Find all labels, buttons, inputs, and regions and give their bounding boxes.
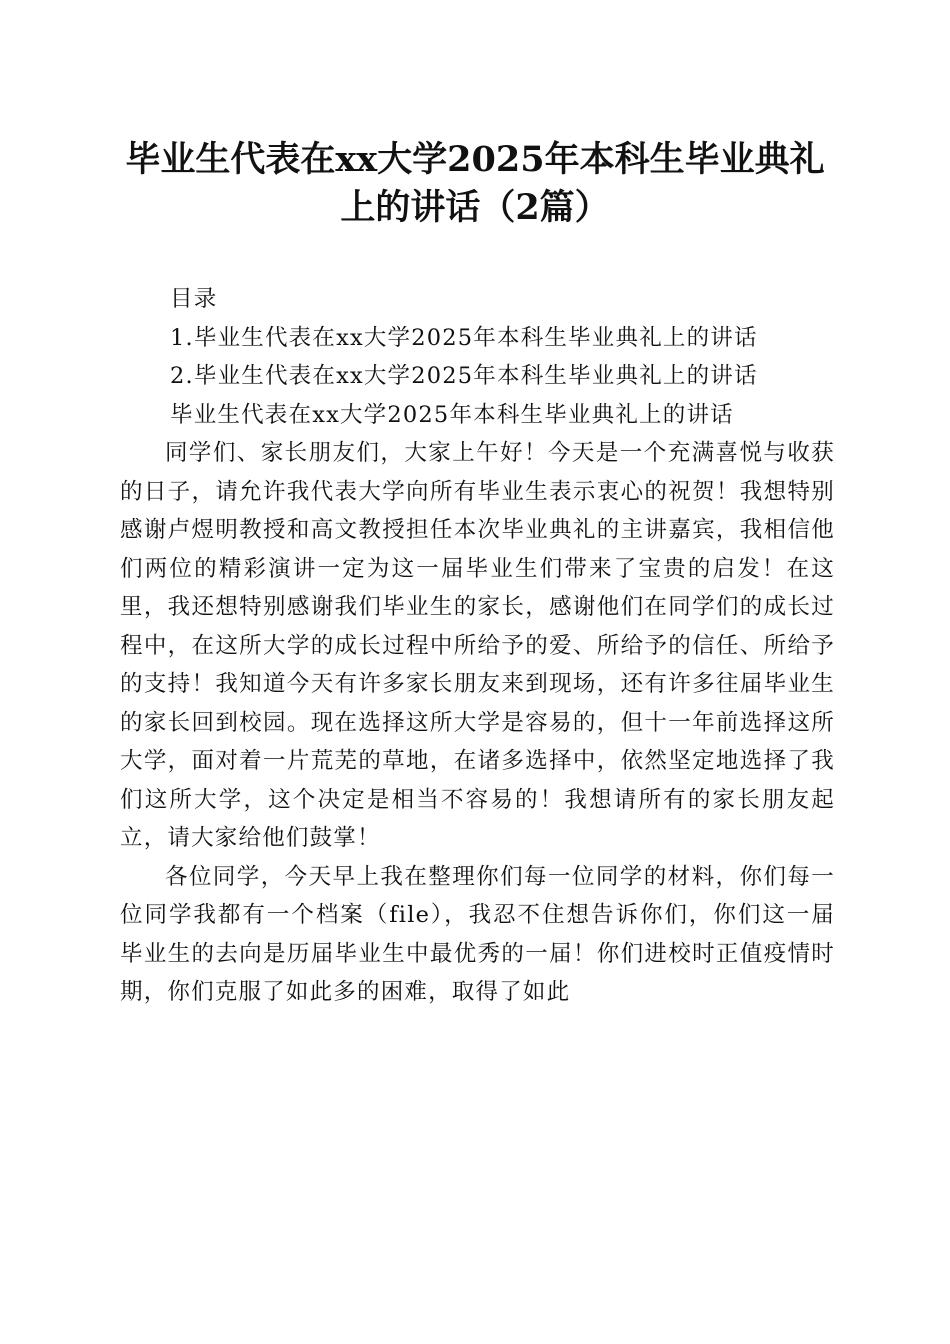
document-body [120, 280, 835, 1012]
toc-item-1: 1.毕业生代表在xx大学2025年本科生毕业典礼上的讲话 [170, 324, 758, 351]
document-title [100, 136, 850, 232]
body-paragraph-1: 同学们、家长朋友们，大家上午好！今天是一个充满喜悦与收获的日子，请允许我代表大学向所有毕业生表示衷心的祝贺！我想特别感谢卢煜明教授和高文教授担任本次毕业典礼的主讲嘉宾，我相信他们两位的精彩演讲一定为这一届毕业生们带来了宝贵的启发！在这里，我还想特别感谢我们毕业生的家长，感谢他们在同学们的成长过程中，在这所大学的成长过程中所给予的爱、所给予的信任、所给予的支持！我知道今天有许多家长朋友来到现场，还有许多往届毕业生的家长回到校园。现在选择这所大学是容易的，但十一年前选择这所大学，面对着一片荒芜的草地，在诸多选择中，依然坚定地选择了我们这所大学，这个决定是相当不容易的！我想请所有的家长朋友起立，请大家给他们鼓掌！ [120, 440, 835, 851]
toc-heading: 目录 [170, 286, 218, 312]
document-title-line-2: 上的讲话（2篇） [340, 187, 610, 228]
section-title: 毕业生代表在xx大学2025年本科生毕业典礼上的讲话 [170, 401, 734, 428]
toc-item-2: 2.毕业生代表在xx大学2025年本科生毕业典礼上的讲话 [170, 363, 758, 389]
document-title-line-1: 毕业生代表在xx大学2025年本科生毕业典礼 [125, 139, 825, 180]
body-paragraph-2: 各位同学，今天早上我在整理你们每一位同学的材料，你们每一位同学我都有一个档案（file），我忍不住想告诉你们，你们这一届毕业生的去向是历届毕业生中最优秀的一届！你们进校时正值疫情时期，你们克服了如此多的困难，取得了如此 [120, 863, 835, 1005]
